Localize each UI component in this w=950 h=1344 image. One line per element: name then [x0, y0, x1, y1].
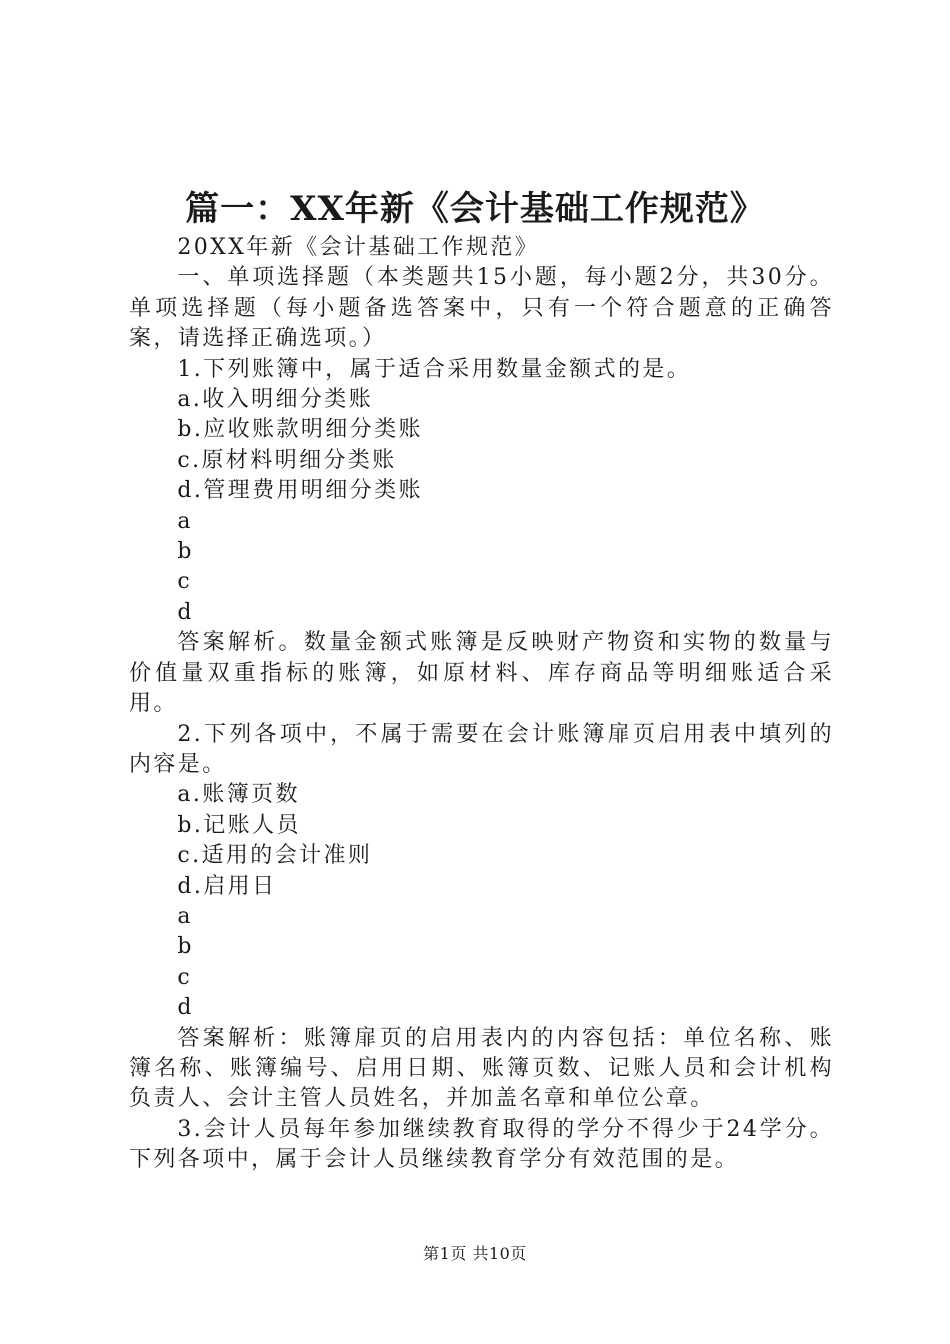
question-2-option-d: d.启用日 [177, 873, 277, 899]
question-2-option-a: a.账簿页数 [177, 782, 300, 808]
page-number-footer: 第1页 共10页 [423, 1244, 527, 1263]
question-2-letter-d: d [177, 995, 194, 1021]
question-1-letter-a: a [177, 508, 193, 534]
question-2-letter-a: a [177, 903, 193, 929]
question-1: 1.下列账簿中，属于适合采用数量金额式的是。 [177, 356, 692, 382]
question-2-option-c: c.适用的会计准则 [177, 843, 373, 869]
question-3: 3.会计人员每年参加继续教育取得的学分不得少于24学分。下列各项中，属于会计人员继续教育学分有效范围的是。 [129, 1116, 834, 1173]
question-1-letter-c: c [177, 569, 193, 595]
document-title: 篇一：XX年新《会计基础工作规范》 [185, 189, 765, 229]
question-1-option-c: c.原材料明细分类账 [177, 447, 397, 473]
question-2-option-b: b.记账人员 [177, 812, 301, 838]
paragraph-section-heading: 一、单项选择题（本类题共15小题，每小题2分，共30分。单项选择题（每小题备选答案中，只有一个符合题意的正确答案，请选择正确选项。） [129, 265, 834, 352]
question-2-explanation: 答案解析：账簿扉页的启用表内的内容包括：单位名称、账簿名称、账簿编号、启用日期、账簿页数、记账人员和会计机构负责人、会计主管人员姓名，并加盖名章和单位公章。 [129, 1025, 834, 1112]
question-2-letter-c: c [177, 964, 193, 990]
question-2: 2.下列各项中，不属于需要在会计账簿扉页启用表中填列的内容是。 [129, 721, 834, 777]
question-1-explanation: 答案解析。数量金额式账簿是反映财产物资和实物的数量与价值量双重指标的账簿，如原材料、库存商品等明细账适合采用。 [129, 630, 834, 717]
question-2-letter-b: b [177, 934, 194, 960]
question-1-option-b: b.应收账款明细分类账 [177, 417, 423, 443]
document-body [129, 233, 834, 1176]
question-1-option-d: d.管理费用明细分类账 [177, 478, 423, 504]
question-1-letter-b: b [177, 539, 194, 565]
question-1-letter-d: d [177, 599, 194, 625]
question-1-option-a: a.收入明细分类账 [177, 387, 374, 413]
paragraph-subtitle: 20XX年新《会计基础工作规范》 [177, 235, 540, 260]
